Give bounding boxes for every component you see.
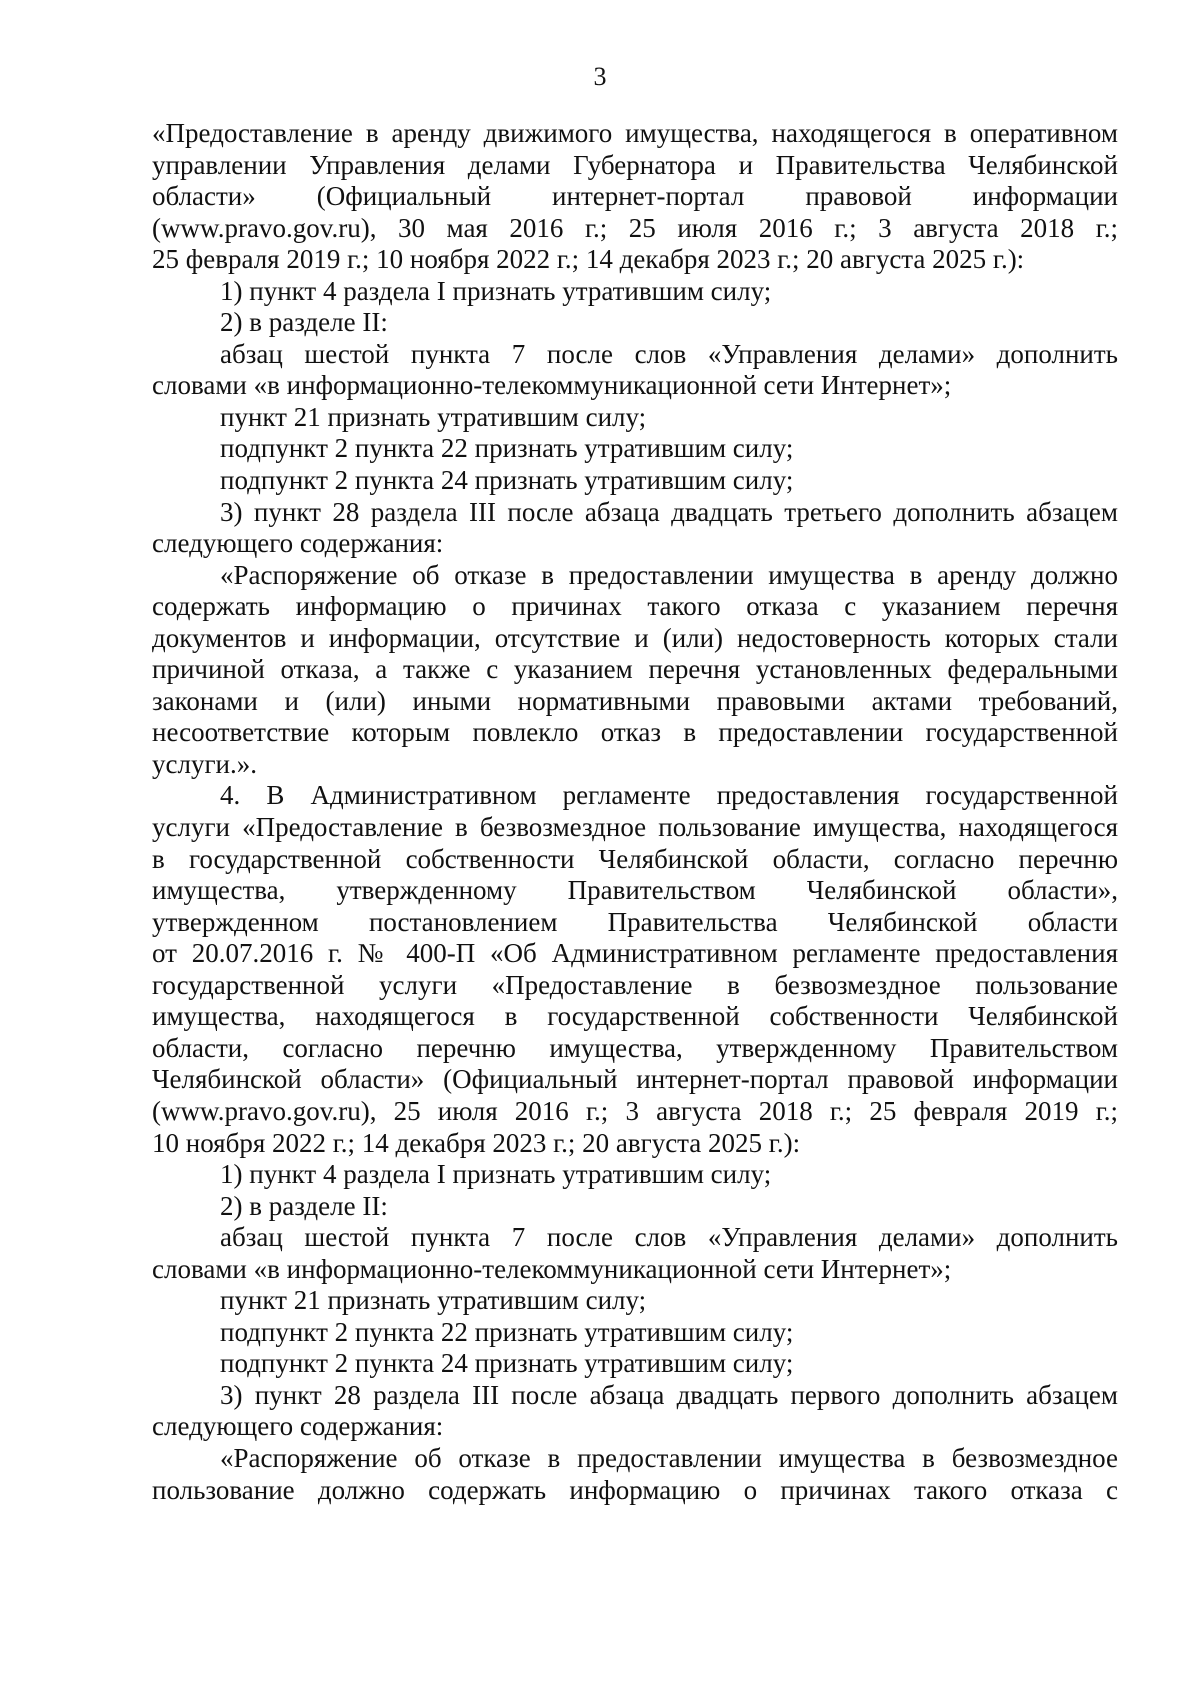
text-line: в государственной собственности Челябинской области, согласно перечню	[152, 843, 1118, 874]
text-line: 2) в разделе II:	[220, 1190, 388, 1221]
text-line: подпункт 2 пункта 22 признать утратившим силу;	[220, 433, 794, 464]
text-line: области» (Официальный интернет-портал правовой информации	[152, 181, 1118, 212]
text-line: 1) пункт 4 раздела I признать утратившим силу;	[220, 1159, 772, 1190]
text-line: словами «в информационно-телекоммуникационной сети Интернет»;	[152, 370, 952, 401]
text-line: имущества, утвержденному Правительством Челябинской области»,	[152, 875, 1118, 906]
text-line: 3) пункт 28 раздела III после абзаца двадцать первого дополнить абзацем	[220, 1379, 1118, 1410]
text-line: несоответствие которым повлекло отказ в предоставлении государственной	[152, 717, 1118, 748]
text-line: содержать информацию о причинах такого отказа с указанием перечня	[152, 591, 1118, 622]
text-line: следующего содержания:	[152, 1411, 444, 1442]
text-line: 1) пункт 4 раздела I признать утратившим силу;	[220, 275, 772, 306]
text-line: 25 февраля 2019 г.; 10 ноября 2022 г.; 14 декабря 2023 г.; 20 августа 2025 г.):	[152, 244, 1025, 275]
text-line: от 20.07.2016 г. № 400-П «Об Административном регламенте предоставления	[152, 938, 1118, 969]
page-number: 3	[593, 62, 607, 91]
text-line: имущества, находящегося в государственной собственности Челябинской	[152, 1001, 1118, 1032]
text-line: государственной услуги «Предоставление в безвозмездное пользование	[152, 969, 1118, 1000]
text-line: 10 ноября 2022 г.; 14 декабря 2023 г.; 20 августа 2025 г.):	[152, 1127, 801, 1158]
text-line: словами «в информационно-телекоммуникационной сети Интернет»;	[152, 1253, 952, 1284]
text-line: 4. В Административном регламенте предоставления государственной	[220, 780, 1118, 811]
text-line: пункт 21 признать утратившим силу;	[220, 1285, 647, 1316]
text-line: 3) пункт 28 раздела III после абзаца двадцать третьего дополнить абзацем	[220, 496, 1118, 527]
text-line: Челябинской области» (Официальный интернет-портал правовой информации	[152, 1064, 1118, 1095]
text-line: утвержденном постановлением Правительства Челябинской области	[152, 906, 1118, 937]
text-line: услуги.».	[152, 748, 257, 779]
text-line: «Распоряжение об отказе в предоставлении имущества в аренду должно	[220, 559, 1118, 590]
text-line: законами и (или) иными нормативными правовыми актами требований,	[152, 685, 1118, 716]
text-line: причиной отказа, а также с указанием перечня установленных федеральными	[152, 654, 1118, 685]
text-line: абзац шестой пункта 7 после слов «Управления делами» дополнить	[220, 1222, 1118, 1253]
text-line: (www.pravo.gov.ru), 25 июля 2016 г.; 3 августа 2018 г.; 25 февраля 2019 г.;	[152, 1095, 1118, 1126]
text-line: области, согласно перечню имущества, утвержденному Правительством	[152, 1032, 1118, 1063]
text-line: абзац шестой пункта 7 после слов «Управления делами» дополнить	[220, 338, 1118, 369]
text-line: следующего содержания:	[152, 528, 444, 559]
text-line: «Распоряжение об отказе в предоставлении имущества в безвозмездное	[220, 1442, 1118, 1473]
text-line: управлении Управления делами Губернатора и Правительства Челябинской	[152, 149, 1118, 180]
text-line: подпункт 2 пункта 24 признать утратившим силу;	[220, 465, 794, 496]
text-line: подпункт 2 пункта 24 признать утратившим силу;	[220, 1348, 794, 1379]
text-line: 2) в разделе II:	[220, 307, 388, 338]
text-line: услуги «Предоставление в безвозмездное пользование имущества, находящегося	[152, 812, 1118, 843]
text-line: пользование должно содержать информацию о причинах такого отказа с	[152, 1474, 1118, 1505]
text-line: «Предоставление в аренду движимого имущества, находящегося в оперативном	[152, 118, 1118, 148]
text-line: подпункт 2 пункта 22 признать утратившим силу;	[220, 1316, 794, 1347]
text-line: документов и информации, отсутствие и (или) недостоверность которых стали	[152, 622, 1118, 653]
document-body	[152, 118, 1118, 1506]
text-line: (www.pravo.gov.ru), 30 мая 2016 г.; 25 июля 2016 г.; 3 августа 2018 г.;	[152, 212, 1118, 243]
text-line: пункт 21 признать утратившим силу;	[220, 401, 647, 432]
